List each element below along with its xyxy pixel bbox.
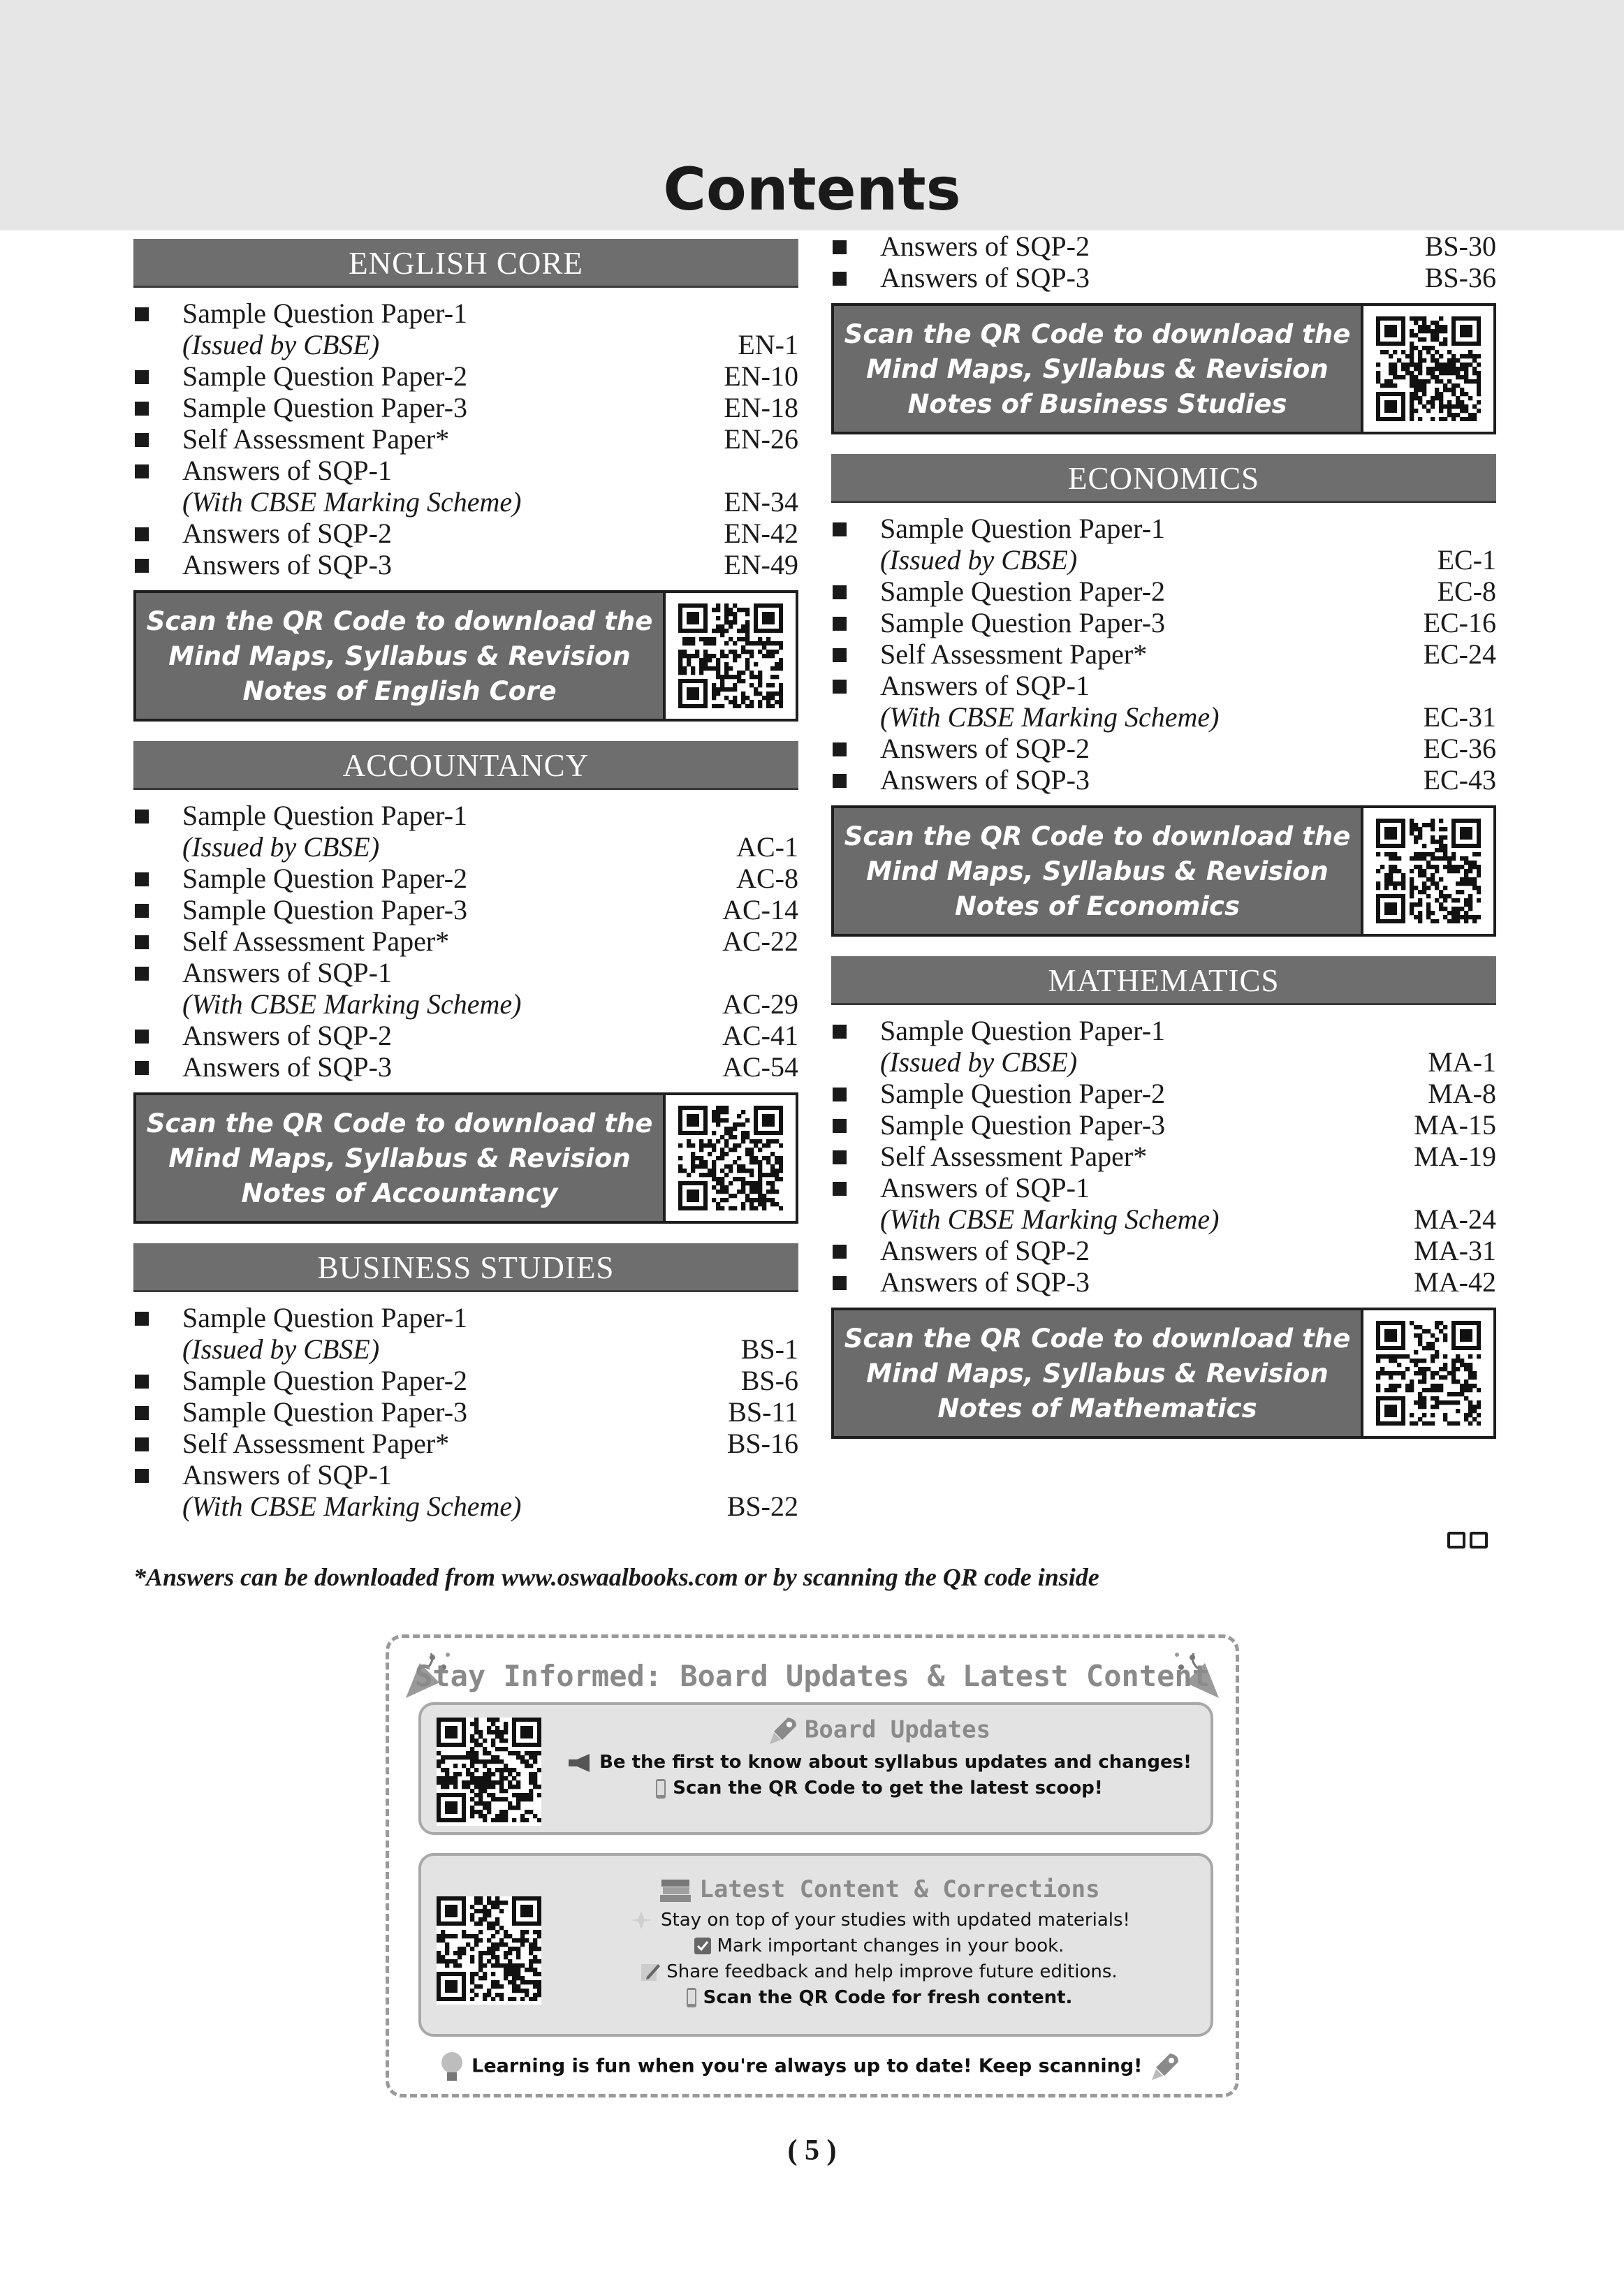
qr-text-line: Mind Maps, Syllabus & Revision bbox=[168, 1143, 631, 1173]
entry-page-code: EN-10 bbox=[724, 360, 798, 392]
entry-page-code: BS-16 bbox=[726, 1428, 798, 1459]
entry-label bbox=[182, 392, 694, 423]
entry-title: Answers of SQP-2 bbox=[880, 733, 1090, 764]
entry-label bbox=[182, 925, 694, 957]
qr-download-text bbox=[834, 306, 1361, 432]
entry-title: Answers of SQP-1 bbox=[880, 1172, 1090, 1203]
entry-label bbox=[880, 1172, 1391, 1235]
entry-label bbox=[182, 894, 694, 925]
contents-entry[interactable] bbox=[831, 638, 1496, 670]
entry-label bbox=[880, 638, 1391, 670]
lightbulb-icon bbox=[438, 2050, 466, 2084]
entry-label bbox=[182, 957, 694, 1020]
sparkle-icon bbox=[627, 1910, 655, 1931]
entry-label bbox=[182, 1365, 694, 1396]
bullet-icon bbox=[831, 262, 880, 293]
entry-title: Sample Question Paper-1 bbox=[182, 800, 468, 831]
entry-title: Answers of SQP-2 bbox=[880, 1235, 1090, 1266]
entry-label bbox=[182, 863, 694, 894]
qr-text-line: Notes of Business Studies bbox=[907, 389, 1287, 419]
contents-entry[interactable] bbox=[831, 764, 1496, 796]
entry-page-code: EC-43 bbox=[1423, 764, 1496, 796]
board-updates-panel bbox=[418, 1702, 1213, 1835]
entry-page-code: MA-15 bbox=[1414, 1109, 1496, 1141]
bullet-icon bbox=[831, 1172, 880, 1203]
entry-title: Sample Question Paper-1 bbox=[880, 1015, 1166, 1046]
qr-text-line: Mind Maps, Syllabus & Revision bbox=[866, 856, 1329, 886]
bullet-icon bbox=[133, 957, 182, 988]
contents-entry[interactable] bbox=[831, 576, 1496, 607]
qr-download-box bbox=[831, 1308, 1496, 1439]
contents-entry[interactable] bbox=[133, 800, 798, 863]
bullet-icon bbox=[133, 518, 182, 549]
left-column bbox=[133, 239, 798, 1542]
entry-subtitle: (Issued by CBSE) bbox=[182, 1333, 380, 1365]
contents-entry[interactable] bbox=[831, 262, 1496, 293]
section-heading: ACCOUNTANCY bbox=[133, 741, 798, 790]
contents-entry[interactable] bbox=[133, 1396, 798, 1428]
entry-page-code: EN-26 bbox=[724, 423, 798, 455]
entry-label bbox=[182, 1428, 694, 1459]
bullet-icon bbox=[133, 894, 182, 925]
bullet-icon bbox=[831, 638, 880, 670]
entry-label bbox=[880, 1266, 1391, 1298]
entry-title: Answers of SQP-3 bbox=[880, 262, 1090, 293]
entry-page-code: EN-42 bbox=[724, 518, 798, 549]
entry-page-code: EC-31 bbox=[1423, 701, 1496, 733]
entry-page-code: MA-1 bbox=[1428, 1046, 1496, 1078]
bullet-icon bbox=[831, 607, 880, 638]
entry-label bbox=[182, 455, 694, 518]
entry-title: Sample Question Paper-3 bbox=[182, 1396, 468, 1428]
entry-page-code: MA-24 bbox=[1414, 1203, 1496, 1235]
qr-text-line: Scan the QR Code to download the bbox=[146, 606, 653, 636]
qr-text-line: Mind Maps, Syllabus & Revision bbox=[168, 641, 631, 671]
entry-title: Answers of SQP-2 bbox=[182, 518, 392, 549]
entry-page-code: AC-1 bbox=[736, 831, 798, 863]
bullet-icon bbox=[133, 1428, 182, 1459]
latest-content-line1: Stay on top of your studies with updated materials! bbox=[661, 1909, 1130, 1931]
bullet-icon bbox=[831, 1078, 880, 1109]
bullet-icon bbox=[133, 392, 182, 423]
entry-title: Answers of SQP-1 bbox=[880, 670, 1090, 701]
entry-page-code: MA-19 bbox=[1414, 1141, 1496, 1172]
entry-subtitle: (With CBSE Marking Scheme) bbox=[880, 701, 1220, 733]
entry-title: Sample Question Paper-2 bbox=[182, 360, 468, 392]
bullet-icon bbox=[831, 764, 880, 796]
entry-label bbox=[880, 1109, 1391, 1141]
qr-download-box bbox=[831, 805, 1496, 937]
entry-page-code: AC-8 bbox=[736, 863, 798, 894]
entry-label bbox=[880, 607, 1391, 638]
entry-label bbox=[880, 1235, 1391, 1266]
qr-code-icon[interactable] bbox=[437, 1896, 541, 2005]
contents-entry[interactable] bbox=[133, 894, 798, 925]
entry-page-code: AC-29 bbox=[722, 988, 798, 1020]
entry-page-code: BS-6 bbox=[740, 1365, 798, 1396]
qr-download-text bbox=[136, 593, 663, 719]
entry-label bbox=[182, 1459, 694, 1522]
board-updates-line2: Scan the QR Code to get the latest scoop! bbox=[673, 1778, 1103, 1799]
entry-label bbox=[880, 764, 1391, 796]
entry-title: Answers of SQP-1 bbox=[182, 455, 392, 486]
entry-page-code: BS-36 bbox=[1424, 262, 1496, 293]
entry-subtitle: (Issued by CBSE) bbox=[880, 544, 1078, 576]
entry-title: Sample Question Paper-3 bbox=[182, 392, 468, 423]
entry-title: Self Assessment Paper* bbox=[880, 1141, 1148, 1172]
entry-label bbox=[880, 1141, 1391, 1172]
entry-title: Answers of SQP-1 bbox=[182, 1459, 392, 1491]
entry-title: Sample Question Paper-2 bbox=[182, 863, 468, 894]
entry-label bbox=[182, 518, 694, 549]
entry-title: Sample Question Paper-3 bbox=[880, 1109, 1166, 1141]
entry-page-code: BS-22 bbox=[726, 1491, 798, 1522]
entry-page-code: BS-1 bbox=[740, 1333, 798, 1365]
stay-informed-card bbox=[386, 1634, 1239, 2098]
qr-code-icon[interactable] bbox=[1361, 1310, 1493, 1436]
entry-label bbox=[880, 576, 1391, 607]
qr-download-text bbox=[834, 808, 1361, 934]
section-business bbox=[133, 1243, 798, 1522]
entry-title: Sample Question Paper-1 bbox=[880, 513, 1166, 544]
bullet-icon bbox=[133, 800, 182, 831]
entry-page-code: AC-41 bbox=[722, 1020, 798, 1051]
qr-text-line: Notes of English Core bbox=[242, 676, 557, 706]
info-footer-text: Learning is fun when you're always up to date! Keep scanning! bbox=[471, 2055, 1143, 2077]
phone-icon bbox=[685, 1987, 698, 2008]
entry-title: Sample Question Paper-3 bbox=[182, 894, 468, 925]
entry-page-code: EC-24 bbox=[1423, 638, 1496, 670]
contents-entry[interactable] bbox=[831, 513, 1496, 576]
entry-title: Answers of SQP-2 bbox=[182, 1020, 392, 1051]
qr-download-box bbox=[831, 303, 1496, 434]
bullet-icon bbox=[133, 298, 182, 329]
entry-title: Answers of SQP-1 bbox=[182, 957, 392, 988]
contents-entry[interactable] bbox=[831, 230, 1496, 262]
entry-page-code: MA-8 bbox=[1428, 1078, 1496, 1109]
entry-title: Self Assessment Paper* bbox=[182, 925, 450, 957]
bullet-icon bbox=[133, 925, 182, 957]
qr-text-line: Scan the QR Code to download the bbox=[844, 319, 1351, 349]
bullet-icon bbox=[831, 576, 880, 607]
bullet-icon bbox=[831, 1015, 880, 1046]
contents-entry[interactable] bbox=[133, 957, 798, 1020]
entry-page-code: EC-36 bbox=[1423, 733, 1496, 764]
entry-page-code: AC-54 bbox=[722, 1051, 798, 1083]
bullet-icon bbox=[133, 1459, 182, 1491]
bullet-icon bbox=[831, 733, 880, 764]
qr-download-box bbox=[133, 590, 798, 722]
bullet-icon bbox=[133, 455, 182, 486]
bullet-icon bbox=[831, 1235, 880, 1266]
entry-title: Sample Question Paper-1 bbox=[182, 298, 468, 329]
contents-entry[interactable] bbox=[831, 1235, 1496, 1266]
entry-page-code: MA-42 bbox=[1414, 1266, 1496, 1298]
qr-code-icon[interactable] bbox=[663, 593, 796, 719]
bullet-icon bbox=[133, 863, 182, 894]
section-heading: MATHEMATICS bbox=[831, 956, 1496, 1005]
entry-title: Sample Question Paper-1 bbox=[182, 1302, 468, 1333]
entry-label bbox=[182, 549, 694, 580]
bullet-icon bbox=[133, 1302, 182, 1333]
entry-label bbox=[182, 423, 694, 455]
qr-text-line: Scan the QR Code to download the bbox=[146, 1108, 653, 1139]
entry-page-code: EN-49 bbox=[724, 549, 798, 580]
contents-entry[interactable] bbox=[831, 1015, 1496, 1078]
contents-entry[interactable] bbox=[133, 360, 798, 392]
bullet-icon bbox=[133, 1365, 182, 1396]
entry-title: Answers of SQP-3 bbox=[880, 764, 1090, 796]
bullet-icon bbox=[133, 360, 182, 392]
board-updates-title: Board Updates bbox=[804, 1715, 991, 1744]
section-english bbox=[133, 239, 798, 722]
entry-label bbox=[880, 230, 1391, 262]
entry-label bbox=[182, 1396, 694, 1428]
bullet-icon bbox=[133, 1396, 182, 1428]
contents-entry[interactable] bbox=[831, 670, 1496, 733]
entry-subtitle: (With CBSE Marking Scheme) bbox=[182, 486, 522, 518]
contents-entry[interactable] bbox=[831, 733, 1496, 764]
entry-subtitle: (With CBSE Marking Scheme) bbox=[182, 988, 522, 1020]
qr-download-text bbox=[136, 1095, 663, 1221]
section-heading: ENGLISH CORE bbox=[133, 239, 798, 288]
contents-entry[interactable] bbox=[133, 518, 798, 549]
phone-icon bbox=[654, 1778, 667, 1799]
entry-page-code: EC-16 bbox=[1423, 607, 1496, 638]
contents-entry[interactable] bbox=[133, 392, 798, 423]
entry-label bbox=[182, 360, 694, 392]
entry-page-code: EN-34 bbox=[724, 486, 798, 518]
contents-entry[interactable] bbox=[831, 607, 1496, 638]
contents-entry[interactable] bbox=[133, 1020, 798, 1051]
checkbox-icon bbox=[694, 1937, 712, 1955]
entry-title: Sample Question Paper-2 bbox=[880, 1078, 1166, 1109]
footnote: *Answers can be downloaded from www.oswaalbooks.com or by scanning the QR code inside bbox=[133, 1563, 1099, 1591]
section-business-continued bbox=[831, 230, 1496, 434]
bullet-icon bbox=[831, 513, 880, 544]
qr-text-line: Scan the QR Code to download the bbox=[844, 1324, 1351, 1354]
latest-content-panel bbox=[418, 1853, 1213, 2037]
qr-text-line: Mind Maps, Syllabus & Revision bbox=[866, 1359, 1329, 1389]
contents-entry[interactable] bbox=[133, 1365, 798, 1396]
entry-label bbox=[880, 262, 1391, 293]
qr-text-line: Notes of Economics bbox=[954, 891, 1241, 921]
qr-download-box bbox=[133, 1092, 798, 1224]
entry-page-code: AC-14 bbox=[722, 894, 798, 925]
qr-text-line: Notes of Accountancy bbox=[241, 1178, 558, 1208]
continue-marks bbox=[1447, 1532, 1488, 1549]
entry-subtitle: (Issued by CBSE) bbox=[182, 831, 380, 863]
entry-label bbox=[182, 800, 694, 863]
qr-text-line: Mind Maps, Syllabus & Revision bbox=[866, 354, 1329, 384]
entry-title: Self Assessment Paper* bbox=[182, 1428, 450, 1459]
entry-label bbox=[880, 1015, 1391, 1078]
latest-content-line2: Mark important changes in your book. bbox=[717, 1935, 1065, 1956]
contents-entry[interactable] bbox=[133, 549, 798, 580]
rocket-icon bbox=[767, 1715, 799, 1747]
entry-title: Sample Question Paper-2 bbox=[880, 576, 1166, 607]
entry-title: Answers of SQP-3 bbox=[182, 549, 392, 580]
contents-entry[interactable] bbox=[831, 1266, 1496, 1298]
entry-label bbox=[182, 298, 694, 360]
latest-content-line3: Share feedback and help improve future editions. bbox=[666, 1961, 1118, 1982]
qr-text-line: Scan the QR Code to download the bbox=[844, 821, 1351, 851]
entry-title: Self Assessment Paper* bbox=[182, 423, 450, 455]
entry-title: Answers of SQP-2 bbox=[880, 230, 1090, 262]
contents-entry[interactable] bbox=[133, 1459, 798, 1522]
bullet-icon bbox=[133, 1051, 182, 1083]
section-accountancy bbox=[133, 741, 798, 1224]
entry-page-code: MA-31 bbox=[1414, 1235, 1496, 1266]
entry-page-code: EC-1 bbox=[1437, 544, 1496, 576]
section-economics bbox=[831, 454, 1496, 937]
contents-entry[interactable] bbox=[133, 925, 798, 957]
bullet-icon bbox=[133, 549, 182, 580]
section-mathematics bbox=[831, 956, 1496, 1439]
qr-download-text bbox=[834, 1310, 1361, 1436]
contents-entry[interactable] bbox=[133, 1428, 798, 1459]
entry-page-code: EC-8 bbox=[1437, 576, 1496, 607]
entry-title: Sample Question Paper-2 bbox=[182, 1365, 468, 1396]
entry-label bbox=[880, 733, 1391, 764]
entry-label bbox=[182, 1302, 694, 1365]
right-column bbox=[831, 230, 1496, 1458]
contents-entry[interactable] bbox=[133, 298, 798, 360]
bullet-icon bbox=[831, 1109, 880, 1141]
contents-entry[interactable] bbox=[133, 1302, 798, 1365]
contents-entry[interactable] bbox=[133, 1051, 798, 1083]
bullet-icon bbox=[831, 1141, 880, 1172]
entry-page-code: BS-30 bbox=[1424, 230, 1496, 262]
page-number: ( 5 ) bbox=[787, 2135, 837, 2167]
board-updates-line1: Be the first to know about syllabus updates and changes! bbox=[599, 1752, 1192, 1773]
entry-page-code: AC-22 bbox=[722, 925, 798, 957]
contents-entry[interactable] bbox=[831, 1172, 1496, 1235]
entry-label bbox=[880, 1078, 1391, 1109]
contents-entry[interactable] bbox=[831, 1109, 1496, 1141]
entry-page-code: EN-18 bbox=[724, 392, 798, 423]
qr-text-line: Notes of Mathematics bbox=[937, 1393, 1257, 1423]
entry-title: Sample Question Paper-3 bbox=[880, 607, 1166, 638]
contents-entry[interactable] bbox=[133, 423, 798, 455]
entry-subtitle: (With CBSE Marking Scheme) bbox=[182, 1491, 522, 1522]
memo-icon bbox=[640, 1961, 661, 1982]
entry-title: Answers of SQP-3 bbox=[880, 1266, 1090, 1298]
bullet-icon bbox=[831, 230, 880, 262]
entry-subtitle: (With CBSE Marking Scheme) bbox=[880, 1203, 1220, 1235]
section-heading: ECONOMICS bbox=[831, 454, 1496, 503]
contents-entry[interactable] bbox=[133, 863, 798, 894]
qr-code-icon[interactable] bbox=[1361, 808, 1493, 934]
contents-entry[interactable] bbox=[133, 455, 798, 518]
bullet-icon bbox=[133, 423, 182, 455]
entry-label bbox=[880, 513, 1391, 576]
entry-label bbox=[880, 670, 1391, 733]
entry-label bbox=[182, 1020, 694, 1051]
qr-code-icon[interactable] bbox=[663, 1095, 796, 1221]
page-title: Contents bbox=[663, 155, 961, 224]
latest-content-title: Latest Content & Corrections bbox=[699, 1875, 1100, 1903]
entry-page-code: BS-11 bbox=[728, 1396, 798, 1428]
section-heading: BUSINESS STUDIES bbox=[133, 1243, 798, 1292]
entry-title: Answers of SQP-3 bbox=[182, 1051, 392, 1083]
entry-subtitle: (Issued by CBSE) bbox=[880, 1046, 1078, 1078]
entry-label bbox=[182, 1051, 694, 1083]
contents-entry[interactable] bbox=[831, 1141, 1496, 1172]
books-icon bbox=[657, 1877, 694, 1905]
entry-title: Self Assessment Paper* bbox=[880, 638, 1148, 670]
bullet-icon bbox=[133, 1020, 182, 1051]
qr-code-icon[interactable] bbox=[437, 1718, 541, 1826]
contents-entry[interactable] bbox=[831, 1078, 1496, 1109]
qr-code-icon[interactable] bbox=[1361, 306, 1493, 432]
info-card-title: Stay Informed: Board Updates & Latest Content bbox=[415, 1659, 1210, 1693]
rocket-icon bbox=[1149, 2051, 1181, 2083]
bullet-icon bbox=[831, 670, 880, 701]
latest-content-line4: Scan the QR Code for fresh content. bbox=[703, 1986, 1073, 2008]
entry-subtitle: (Issued by CBSE) bbox=[182, 329, 380, 360]
bullet-icon bbox=[831, 1266, 880, 1298]
megaphone-icon bbox=[566, 1752, 594, 1773]
entry-page-code: EN-1 bbox=[738, 329, 798, 360]
